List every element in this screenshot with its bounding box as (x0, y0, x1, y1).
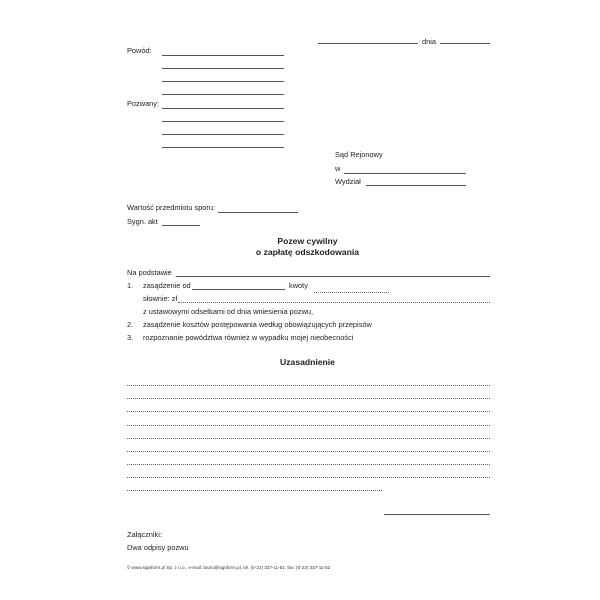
basis-line[interactable] (176, 276, 490, 277)
court-location-line[interactable] (344, 173, 466, 174)
plaintiff-line-2[interactable] (162, 68, 284, 69)
justification-heading: Uzasadnienie (280, 357, 335, 367)
basis-label: Na podstawie (127, 268, 172, 277)
interest-text: z ustawowymi odsetkami od dnia wniesienia pozwu, (143, 307, 314, 316)
defendant-line-2[interactable] (162, 121, 284, 122)
amount-words-line[interactable] (178, 302, 490, 303)
justification-line-1[interactable] (127, 385, 490, 386)
justification-line-4[interactable] (127, 425, 490, 426)
claim-3-text: rozpoznanie powództwa również w wypadku mojej nieobecności (143, 333, 354, 342)
claim-1-defendant-line[interactable] (192, 289, 285, 290)
signature-line[interactable] (384, 514, 490, 515)
case-value-line[interactable] (218, 212, 298, 213)
attachments-label: Załączniki: (127, 530, 162, 539)
claim-2-number: 2. (127, 320, 134, 329)
amount-label: kwoty (289, 281, 308, 290)
case-signature-label: Sygn. akt (127, 217, 158, 226)
case-value-label: Wartość przedmiotu sporu: (127, 203, 216, 212)
court-name: Sąd Rejonowy (335, 150, 383, 159)
document-title: Pozew cywilny (277, 236, 338, 246)
justification-line-2[interactable] (127, 398, 490, 399)
defendant-line-4[interactable] (162, 147, 284, 148)
court-in-label: w (335, 164, 341, 173)
plaintiff-line-3[interactable] (162, 81, 284, 82)
date-line[interactable] (440, 43, 490, 44)
plaintiff-line-4[interactable] (162, 94, 284, 95)
claim-3-number: 3. (127, 333, 134, 342)
footer-text: © www.signform.pl Sp. z o.o., e-mail: biuro@signform.pl, tel. (0-22) 337-11-51, fax: (0-22) 337-11-52 (127, 565, 331, 570)
claim-1-text: zasądzenie od (143, 281, 191, 290)
defendant-line-3[interactable] (162, 134, 284, 135)
defendant-label: Pozwany: (127, 99, 160, 108)
justification-line-6[interactable] (127, 451, 490, 452)
document-subtitle: o zapłatę odszkodowania (255, 247, 360, 257)
attachment-item: Dwa odpisy pozwu (127, 543, 189, 552)
justification-line-7[interactable] (127, 464, 490, 465)
amount-words-label: słownie: zł (143, 294, 178, 303)
date-label: dnia (422, 37, 436, 46)
claim-2-text: zasądzenie kosztów postępowania według obowiązujących przepisów (143, 320, 372, 329)
court-department-line[interactable] (366, 185, 466, 186)
amount-line[interactable] (314, 292, 389, 293)
case-signature-line[interactable] (162, 225, 200, 226)
court-department-label: Wydział (335, 177, 361, 186)
plaintiff-line-1[interactable] (162, 55, 284, 56)
defendant-line-1[interactable] (162, 108, 284, 109)
plaintiff-label: Powód: (127, 46, 152, 55)
justification-line-3[interactable] (127, 411, 490, 412)
place-line[interactable] (318, 43, 418, 44)
justification-line-5[interactable] (127, 438, 490, 439)
claim-1-number: 1. (127, 281, 134, 290)
justification-line-9[interactable] (127, 490, 382, 491)
justification-line-8[interactable] (127, 477, 490, 478)
